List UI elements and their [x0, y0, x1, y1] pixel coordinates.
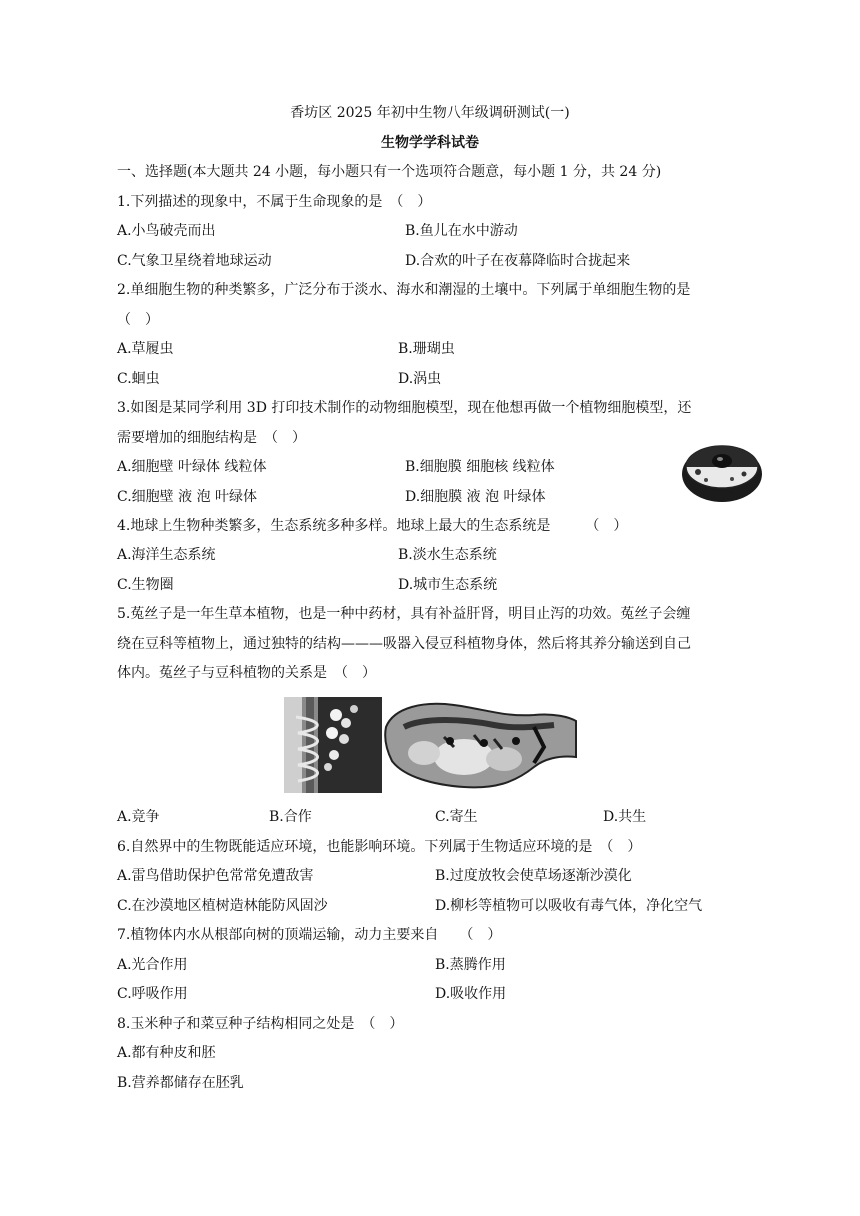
q1-option-b: B.鱼儿在水中游动: [405, 223, 518, 239]
q6-option-d: D.柳杉等植物可以吸收有毒气体，净化空气: [435, 898, 703, 914]
q2-stem-line2: （ ）: [117, 312, 159, 328]
q1-option-d: D.合欢的叶子在夜幕降临时合拢起来: [405, 253, 631, 269]
q5-option-b: B.合作: [269, 809, 312, 825]
exam-subtitle: 生物学学科试卷: [381, 135, 479, 151]
q5-option-c: C.寄生: [435, 809, 478, 825]
q4-option-d: D.城市生态系统: [398, 577, 498, 593]
q3-stem-line1: 3.如图是某同学利用 3D 打印技术制作的动物细胞模型，现在他想再做一个植物细胞模型，还: [117, 400, 692, 416]
q1-stem: 1.下列描述的现象中，不属于生命现象的是 （ ）: [117, 194, 432, 210]
q3-stem-line2: 需要增加的细胞结构是 （ ）: [117, 430, 306, 446]
q2-option-b: B.珊瑚虫: [398, 341, 455, 357]
q4-option-c: C.生物圈: [117, 577, 174, 593]
q5-stem-line1: 5.菟丝子是一年生草本植物，也是一种中药材，具有补益肝肾，明目止泻的功效。菟丝子会缠: [117, 606, 691, 622]
section-heading: 一、选择题(本大题共 24 小题，每小题只有一个选项符合题意，每小题 1 分，共 24 分): [117, 164, 662, 180]
q3-option-c: C.细胞壁 液 泡 叶绿体: [117, 489, 258, 505]
q8-option-b: B.营养都储存在胚乳: [117, 1075, 244, 1091]
q6-stem: 6.自然界中的生物既能适应环境，也能影响环境。下列属于生物适应环境的是 （ ）: [117, 839, 642, 855]
q4-option-a: A.海洋生态系统: [117, 547, 216, 563]
q8-stem: 8.玉米种子和菜豆种子结构相同之处是 （ ）: [117, 1016, 404, 1032]
dodder-photo-figure: [284, 697, 382, 793]
q3-option-d: D.细胞膜 液 泡 叶绿体: [405, 489, 546, 505]
q6-option-b: B.过度放牧会使草场逐渐沙漠化: [435, 868, 632, 884]
q5-stem-line3: 体内。菟丝子与豆科植物的关系是 （ ）: [117, 665, 376, 681]
q5-option-d: D.共生: [603, 809, 647, 825]
q4-stem: 4.地球上生物种类繁多，生态系统多种多样。地球上最大的生态系统是 （ ）: [117, 518, 628, 534]
q7-option-a: A.光合作用: [117, 957, 188, 973]
q2-stem-line1: 2.单细胞生物的种类繁多，广泛分布于淡水、海水和潮湿的土壤中。下列属于单细胞生物的是: [117, 282, 691, 298]
q6-option-c: C.在沙漠地区植树造林能防风固沙: [117, 898, 328, 914]
q6-option-a: A.雷鸟借助保护色常常免遭敌害: [117, 868, 314, 884]
q5-option-a: A.竞争: [117, 809, 160, 825]
q7-stem: 7.植物体内水从根部向树的顶端运输，动力主要来自 （ ）: [117, 927, 502, 943]
q5-stem-line2: 绕在豆科等植物上，通过独特的结构———吸器入侵豆科植物身体，然后将其养分输送到自己: [117, 636, 691, 652]
haustorium-micrograph-figure: [384, 697, 578, 793]
cell-model-figure: [680, 436, 764, 506]
exam-title: 香坊区 2025 年初中生物八年级调研测试(一): [290, 105, 570, 121]
q2-option-c: C.蛔虫: [117, 371, 160, 387]
q8-option-a: A.都有种皮和胚: [117, 1045, 216, 1061]
q2-option-a: A.草履虫: [117, 341, 174, 357]
q3-option-a: A.细胞壁 叶绿体 线粒体: [117, 459, 267, 475]
q3-option-b: B.细胞膜 细胞核 线粒体: [405, 459, 555, 475]
q1-option-a: A.小鸟破壳而出: [117, 223, 216, 239]
q2-option-d: D.涡虫: [398, 371, 442, 387]
q1-option-c: C.气象卫星绕着地球运动: [117, 253, 272, 269]
q7-option-b: B.蒸腾作用: [435, 957, 506, 973]
q4-option-b: B.淡水生态系统: [398, 547, 497, 563]
q7-option-c: C.呼吸作用: [117, 986, 188, 1002]
q7-option-d: D.吸收作用: [435, 986, 507, 1002]
